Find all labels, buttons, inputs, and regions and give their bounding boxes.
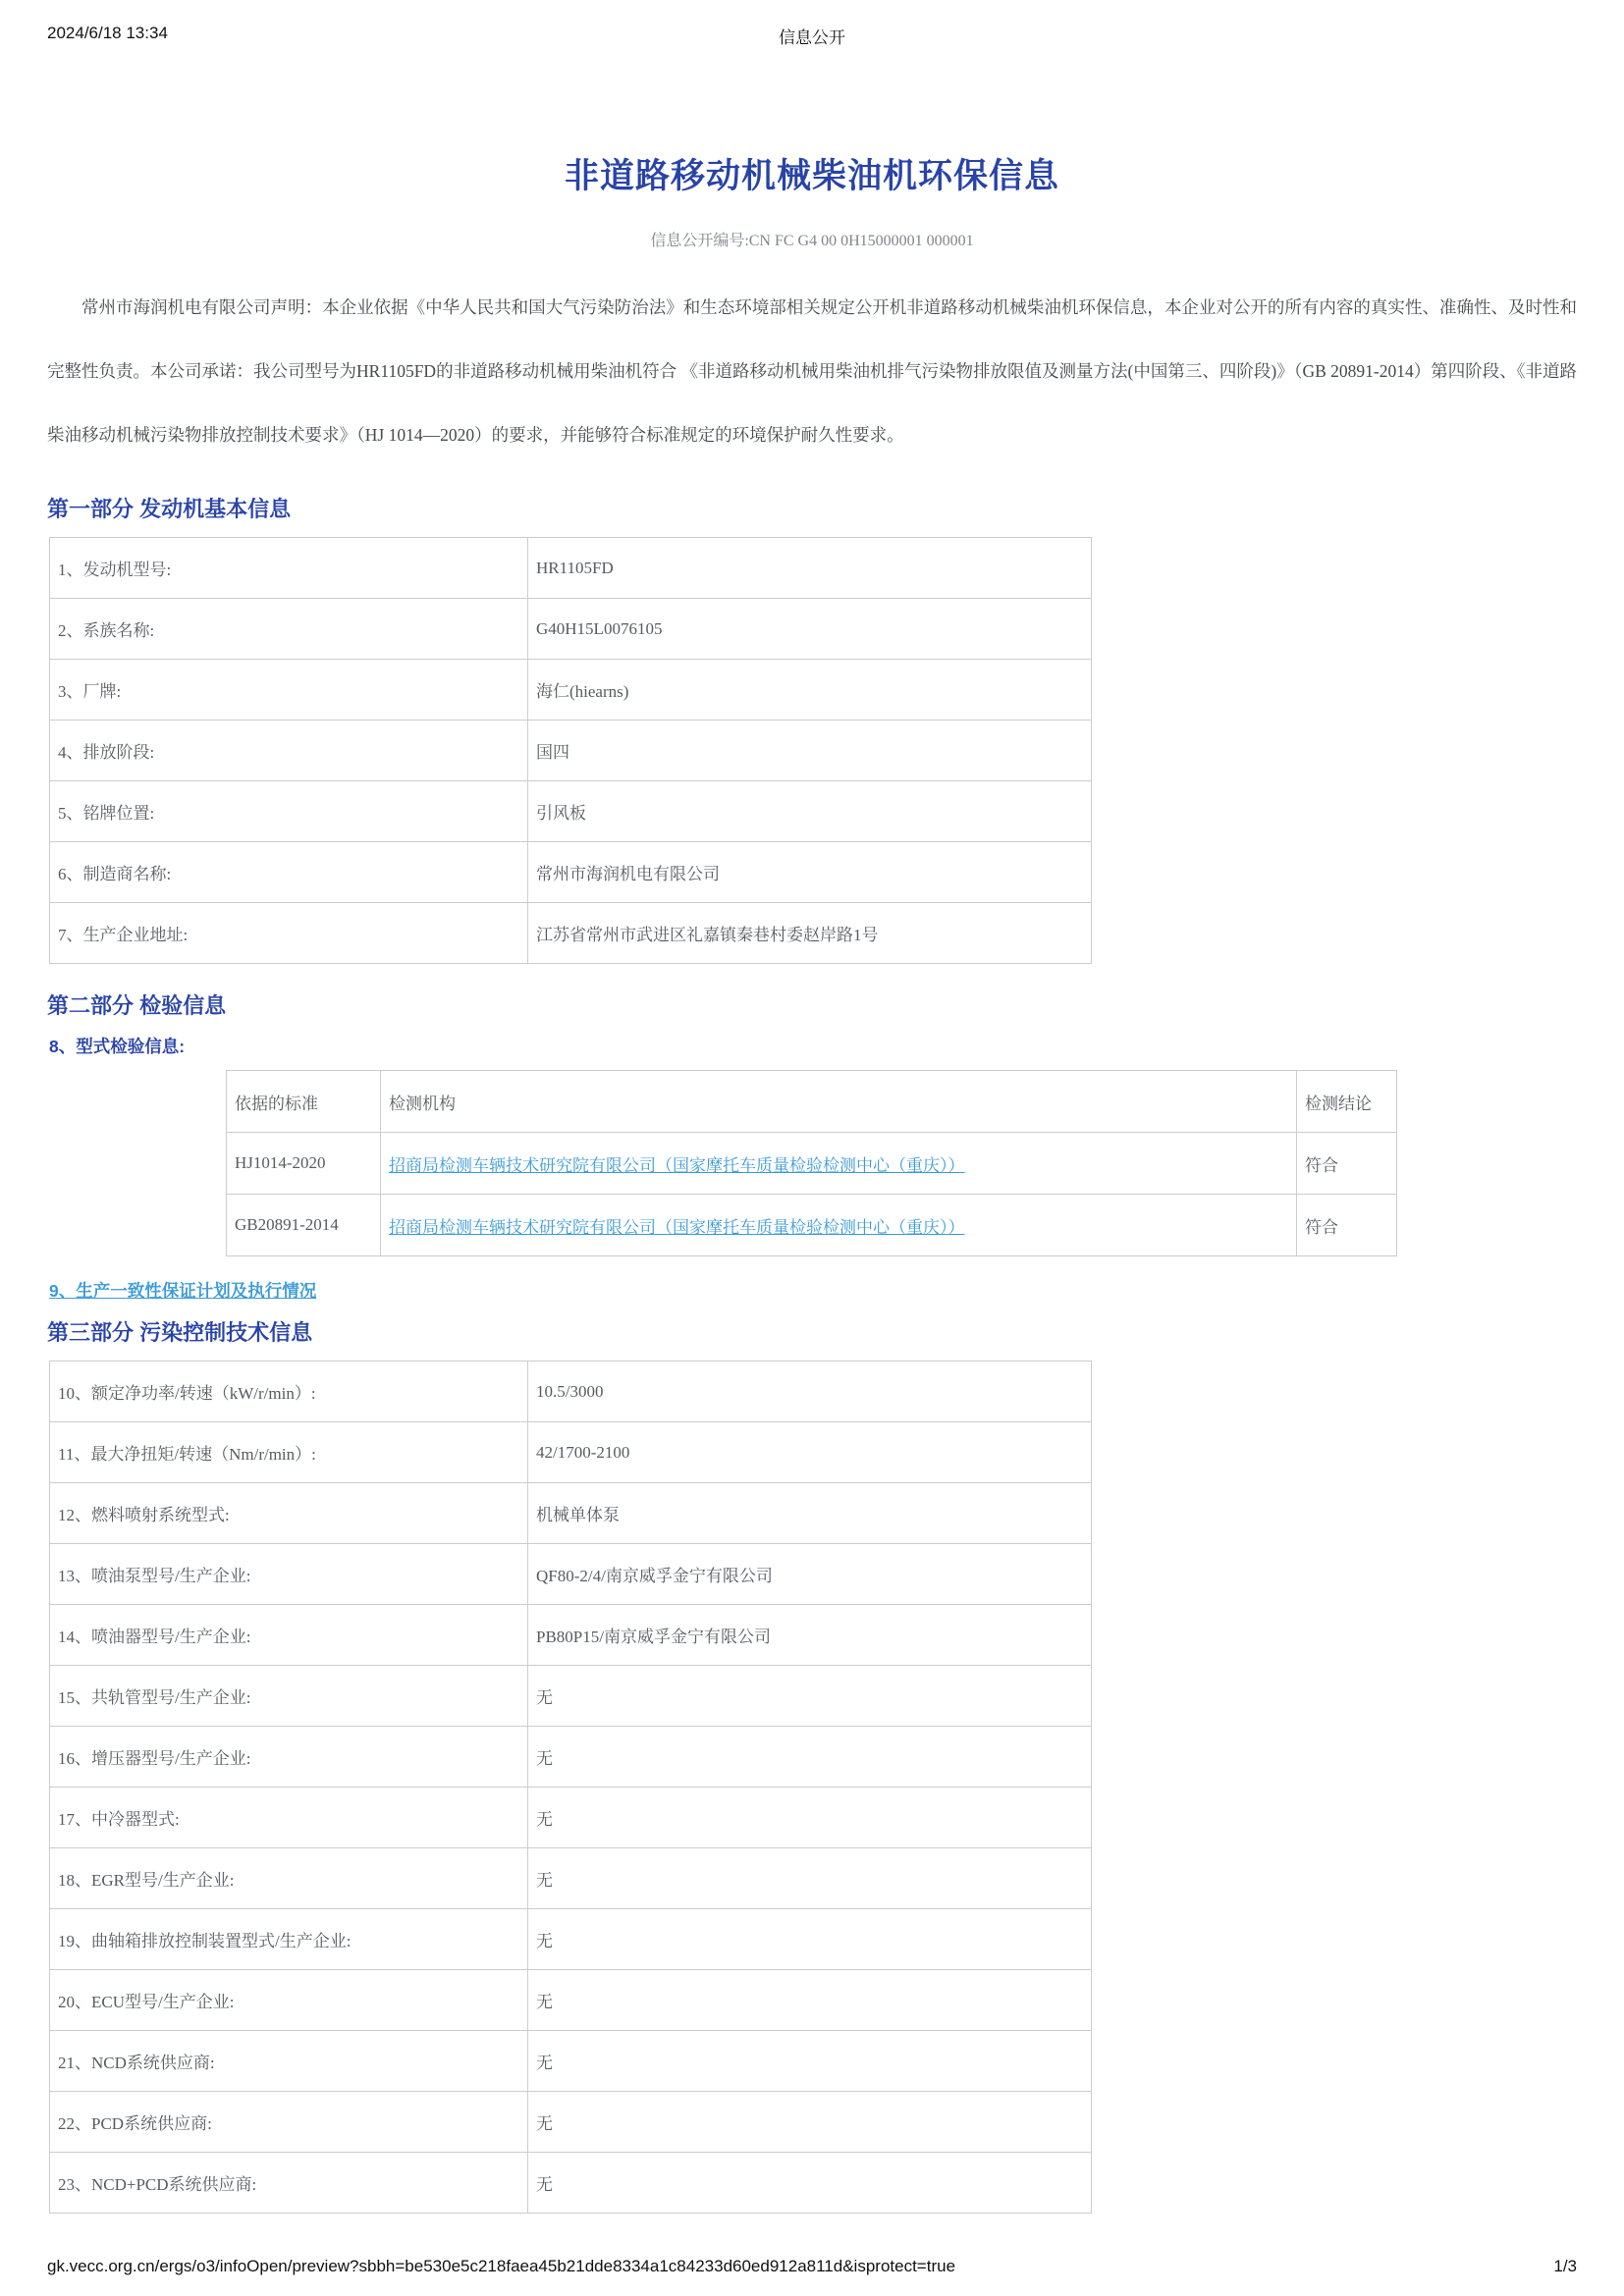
engine-basic-info-table [49, 537, 1092, 964]
table-row [50, 842, 1092, 903]
row-label: 23、NCD+PCD系统供应商: [50, 2153, 528, 2214]
row-value: 国四 [528, 721, 1092, 781]
section2-heading: 第二部分 检验信息 [47, 993, 227, 1018]
row-value: 无 [528, 2092, 1092, 2153]
test-agency-link[interactable]: 招商局检测车辆技术研究院有限公司（国家摩托车质量检验检测中心（重庆）） [389, 1155, 965, 1175]
table-row [50, 660, 1092, 721]
test-agency-link[interactable]: 招商局检测车辆技术研究院有限公司（国家摩托车质量检验检测中心（重庆）） [389, 1217, 965, 1237]
column-header-agency: 检测机构 [381, 1071, 1297, 1133]
table-row [50, 1422, 1092, 1483]
row-label: 5、铭牌位置: [50, 781, 528, 842]
table-row [50, 1605, 1092, 1666]
table-row [50, 1970, 1092, 2031]
table-row [50, 721, 1092, 781]
row-label: 22、PCD系统供应商: [50, 2092, 528, 2153]
table-row [227, 1133, 1397, 1195]
row-value: 江苏省常州市武进区礼嘉镇秦巷村委赵岸路1号 [528, 903, 1092, 964]
result-cell: 符合 [1297, 1195, 1397, 1256]
agency-cell [381, 1133, 1297, 1195]
document-title: 非道路移动机械柴油机环保信息 [564, 157, 1059, 195]
table-row [50, 1788, 1092, 1848]
row-label: 16、增压器型号/生产企业: [50, 1727, 528, 1788]
row-label: 12、燃料喷射系统型式: [50, 1483, 528, 1544]
result-cell: 符合 [1297, 1133, 1397, 1195]
row-label: 21、NCD系统供应商: [50, 2031, 528, 2092]
table-row [50, 903, 1092, 964]
row-value: G40H15L0076105 [528, 599, 1092, 660]
row-label: 6、制造商名称: [50, 842, 528, 903]
row-label: 3、厂牌: [50, 660, 528, 721]
table-row [50, 538, 1092, 599]
table-row [50, 1666, 1092, 1727]
table-row [50, 1362, 1092, 1422]
row-value: 无 [528, 1848, 1092, 1909]
row-label: 13、喷油泵型号/生产企业: [50, 1544, 528, 1605]
row-label: 4、排放阶段: [50, 721, 528, 781]
production-consistency-link[interactable]: 9、生产一致性保证计划及执行情况 [49, 1281, 317, 1301]
standard-cell: GB20891-2014 [227, 1195, 381, 1256]
footer-page-number: 1/3 [1553, 2257, 1577, 2275]
page-header-title: 信息公开 [779, 28, 845, 47]
table-row [50, 2031, 1092, 2092]
row-value: 10.5/3000 [528, 1362, 1092, 1422]
table-row [50, 2092, 1092, 2153]
table-row [50, 599, 1092, 660]
row-value: 42/1700-2100 [528, 1422, 1092, 1483]
table-row [50, 781, 1092, 842]
row-value: 无 [528, 1909, 1092, 1970]
section1-heading: 第一部分 发动机基本信息 [47, 497, 292, 521]
row-label: 20、ECU型号/生产企业: [50, 1970, 528, 2031]
row-value: 无 [528, 2031, 1092, 2092]
row-label: 19、曲轴箱排放控制装置型式/生产企业: [50, 1909, 528, 1970]
row-label: 11、最大净扭矩/转速（Nm/r/min）: [50, 1422, 528, 1483]
row-label: 14、喷油器型号/生产企业: [50, 1605, 528, 1666]
print-header [47, 0, 1577, 48]
disclosure-number: 信息公开编号:CN FC G4 00 0H15000001 000001 [650, 233, 974, 249]
row-value: PB80P15/南京威孚金宁有限公司 [528, 1605, 1092, 1666]
table-row [50, 1909, 1092, 1970]
declaration-paragraph: 常州市海润机电有限公司声明：本企业依据《中华人民共和国大气污染防治法》和生态环境部相关规定公开机非道路移动机械柴油机环保信息，本企业对公开的所有内容的真实性、准确性、及时性和完整性负责。本公司承诺：我公司型号为HR1105FD的非道路移动机械用柴油机符合 《非道路移动机械用柴油机排气污染物排放限值及测量方法(中国第三、四阶段)》（GB 20891-2014）第四阶段、《非道路柴油移动机械污染物排放控制技术要求》（HJ 1014—2020）的要求，并能够符合标准规定的环境保护耐久性要求。 [47, 297, 1577, 445]
type-test-subheading: 8、型式检验信息: [49, 1037, 186, 1056]
table-row [50, 1483, 1092, 1544]
column-header-standard: 依据的标准 [227, 1071, 381, 1133]
table-header-row [227, 1071, 1397, 1133]
table-row [50, 1727, 1092, 1788]
row-label: 10、额定净功率/转速（kW/r/min）: [50, 1362, 528, 1422]
table-row [50, 2153, 1092, 2214]
row-label: 7、生产企业地址: [50, 903, 528, 964]
row-value: HR1105FD [528, 538, 1092, 599]
standard-cell: HJ1014-2020 [227, 1133, 381, 1195]
table-row [227, 1195, 1397, 1256]
row-label: 18、EGR型号/生产企业: [50, 1848, 528, 1909]
row-value: 无 [528, 1666, 1092, 1727]
row-value: 机械单体泵 [528, 1483, 1092, 1544]
row-value: 无 [528, 1727, 1092, 1788]
row-label: 17、中冷器型式: [50, 1788, 528, 1848]
print-footer [47, 2257, 1577, 2276]
row-label: 15、共轨管型号/生产企业: [50, 1666, 528, 1727]
row-value: 引风板 [528, 781, 1092, 842]
row-value: 无 [528, 1970, 1092, 2031]
row-value: 无 [528, 1788, 1092, 1848]
agency-cell [381, 1195, 1297, 1256]
table-row [50, 1544, 1092, 1605]
footer-url: gk.vecc.org.cn/ergs/o3/infoOpen/preview?sbbh=be530e5c218faea45b21dde8334a1c84233d60ed912a811d&isprotect=true [47, 2257, 956, 2275]
pollution-control-table [49, 1361, 1092, 2214]
row-value: 无 [528, 2153, 1092, 2214]
row-label: 1、发动机型号: [50, 538, 528, 599]
table-row [50, 1848, 1092, 1909]
column-header-result: 检测结论 [1297, 1071, 1397, 1133]
row-label: 2、系族名称: [50, 599, 528, 660]
section3-heading: 第三部分 污染控制技术信息 [47, 1320, 313, 1345]
row-value: QF80-2/4/南京威孚金宁有限公司 [528, 1544, 1092, 1605]
row-value: 海仁(hiearns) [528, 660, 1092, 721]
type-test-table [226, 1070, 1397, 1256]
row-value: 常州市海润机电有限公司 [528, 842, 1092, 903]
print-timestamp: 2024/6/18 13:34 [47, 24, 168, 42]
